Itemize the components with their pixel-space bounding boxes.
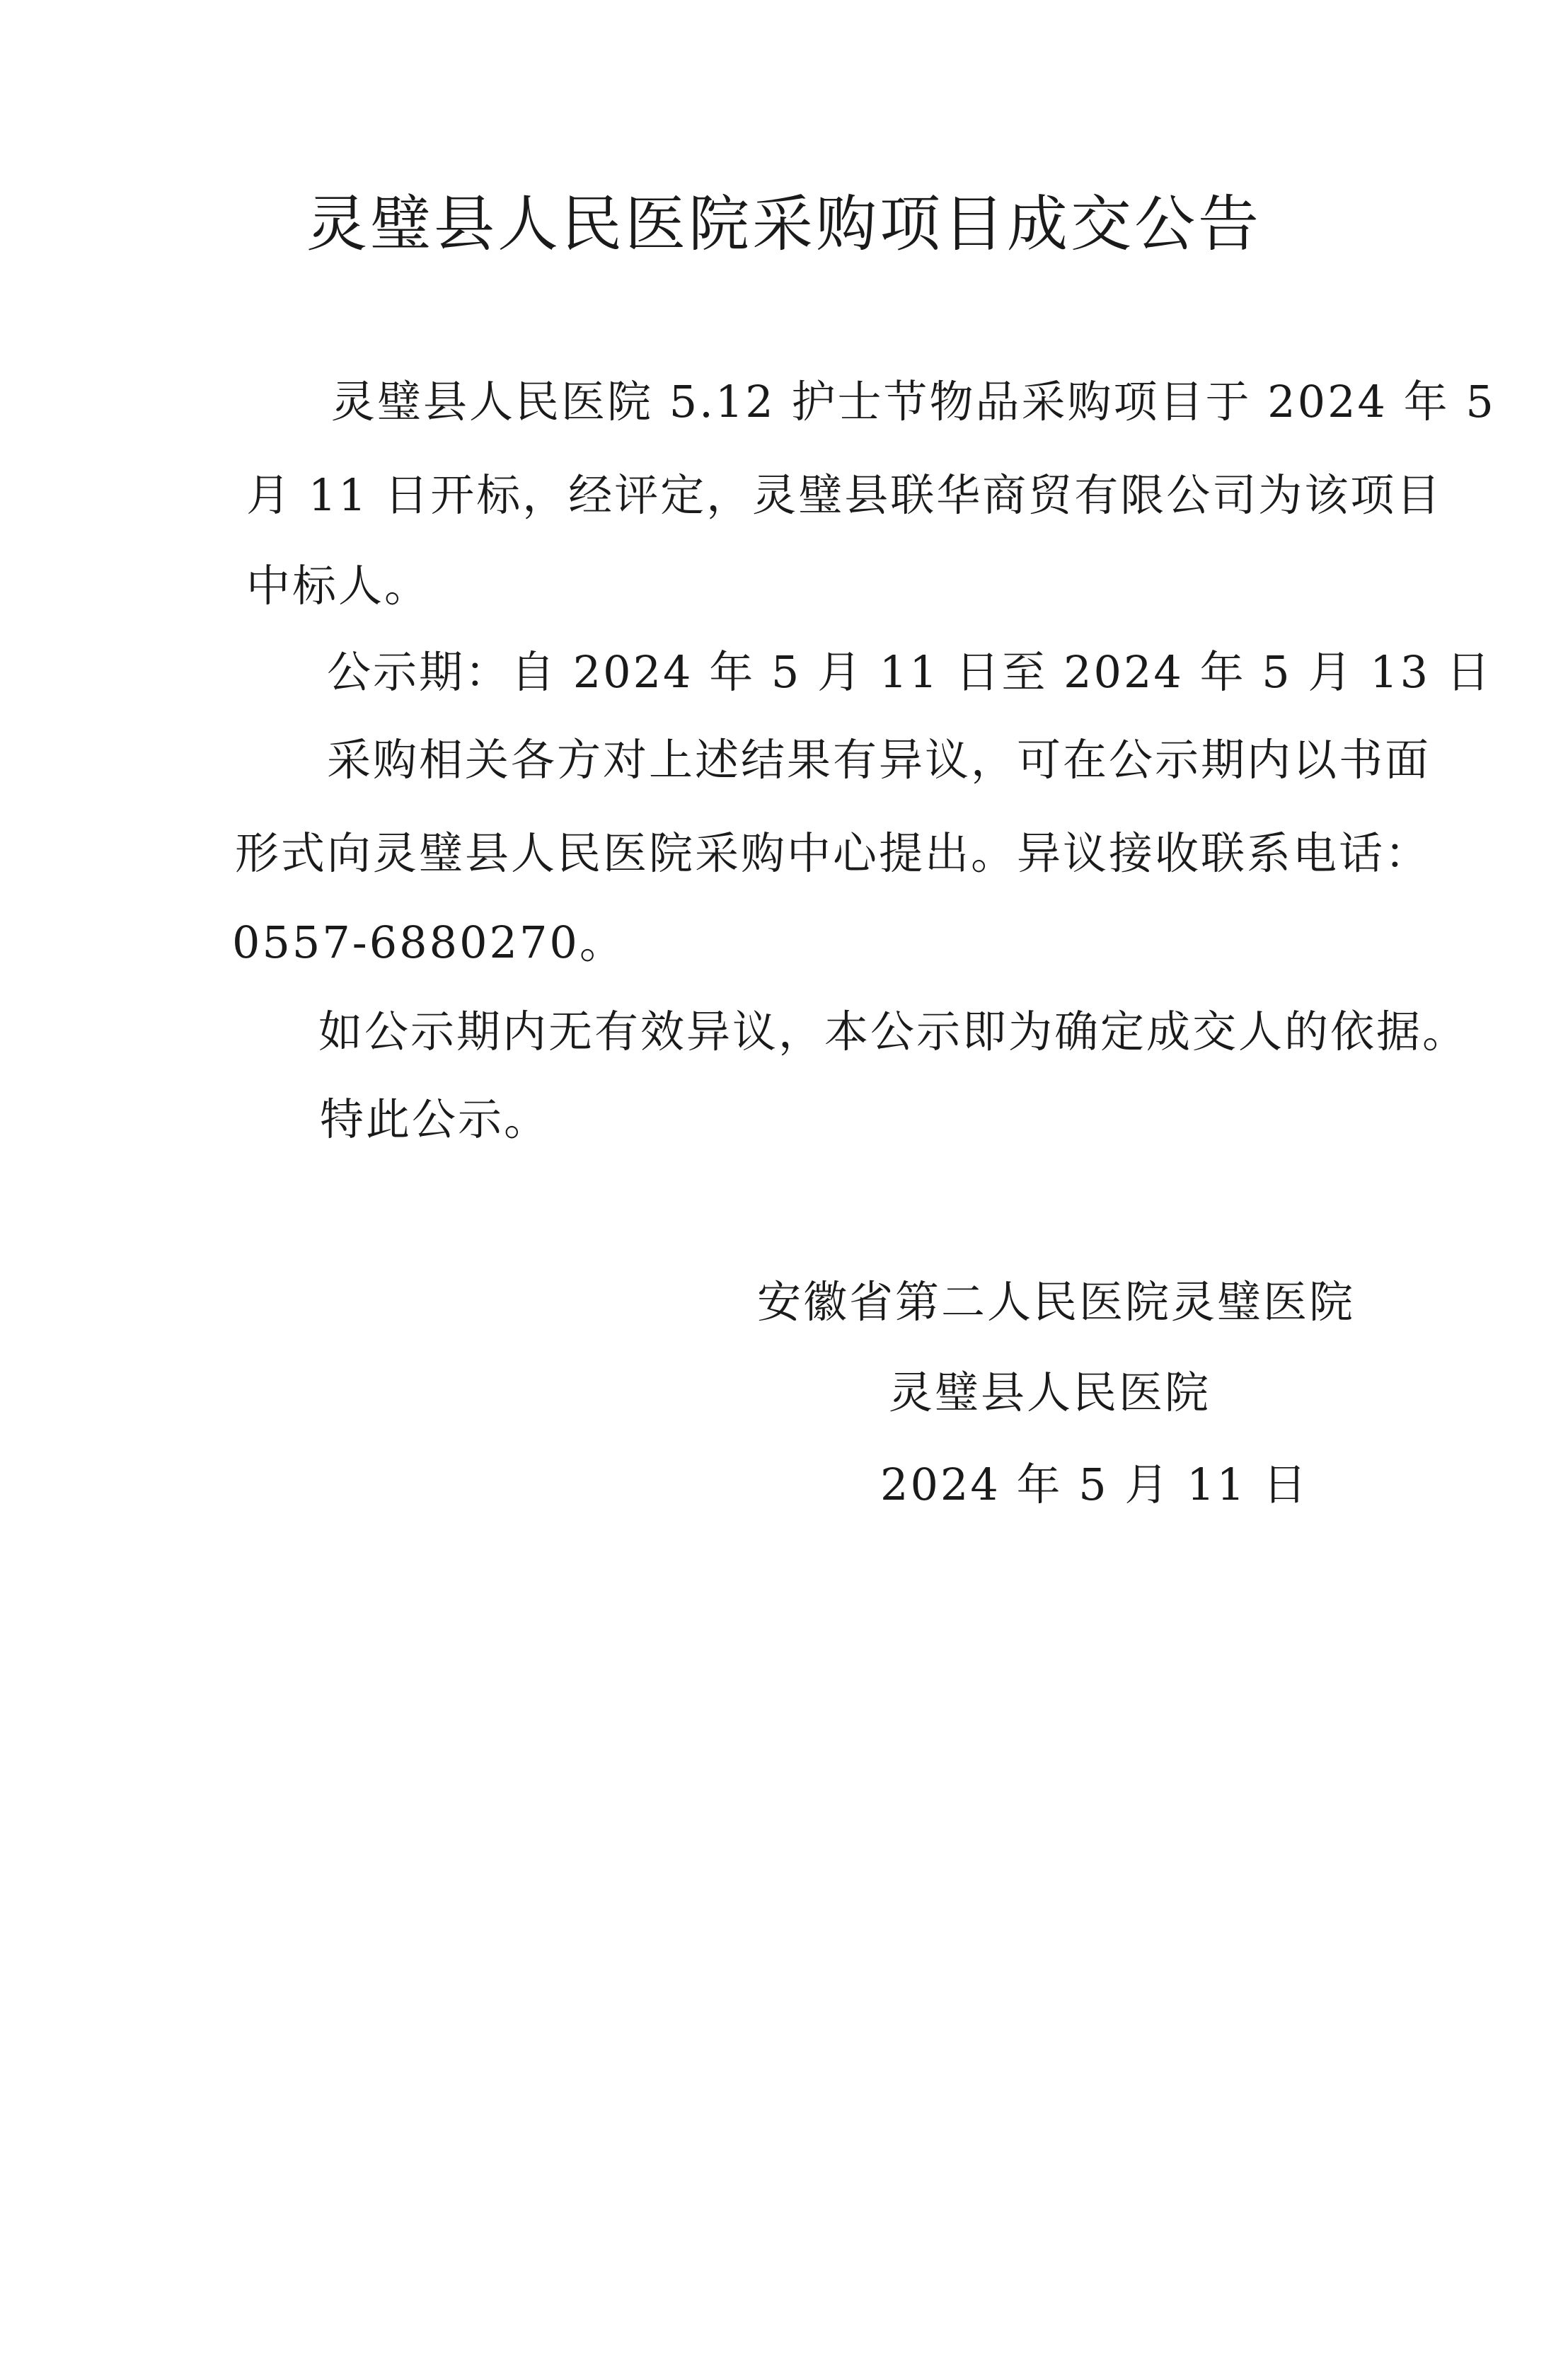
- body-line-3: 中标人。: [246, 560, 431, 611]
- body-line-1: 灵璧县人民医院 5.12 护士节物品采购项目于 2024 年 5: [331, 376, 1496, 427]
- signature-org-1: 安徽省第二人民医院灵璧医院: [757, 1276, 1356, 1328]
- body-line-5: 采购相关各方对上述结果有异议，可在公示期内以书面: [327, 734, 1431, 786]
- body-line-7: 0557-6880270。: [232, 917, 626, 968]
- signature-date: 2024 年 5 月 11 日: [880, 1459, 1309, 1510]
- body-line-2: 月 11 日开标，经评定，灵璧县联华商贸有限公司为该项目: [246, 469, 1443, 521]
- body-line-6: 形式向灵璧县人民医院采购中心提出。异议接收联系电话：: [235, 827, 1431, 879]
- signature-org-2: 灵璧县人民医院: [889, 1367, 1211, 1418]
- body-line-9: 特此公示。: [320, 1093, 550, 1145]
- body-line-8: 如公示期内无有效异议，本公示即为确定成交人的依据。: [318, 1006, 1469, 1057]
- body-line-4: 公示期：自 2024 年 5 月 11 日至 2024 年 5 月 13 日: [327, 646, 1492, 698]
- document-title: 灵璧县人民医院采购项目成交公告: [306, 189, 1262, 260]
